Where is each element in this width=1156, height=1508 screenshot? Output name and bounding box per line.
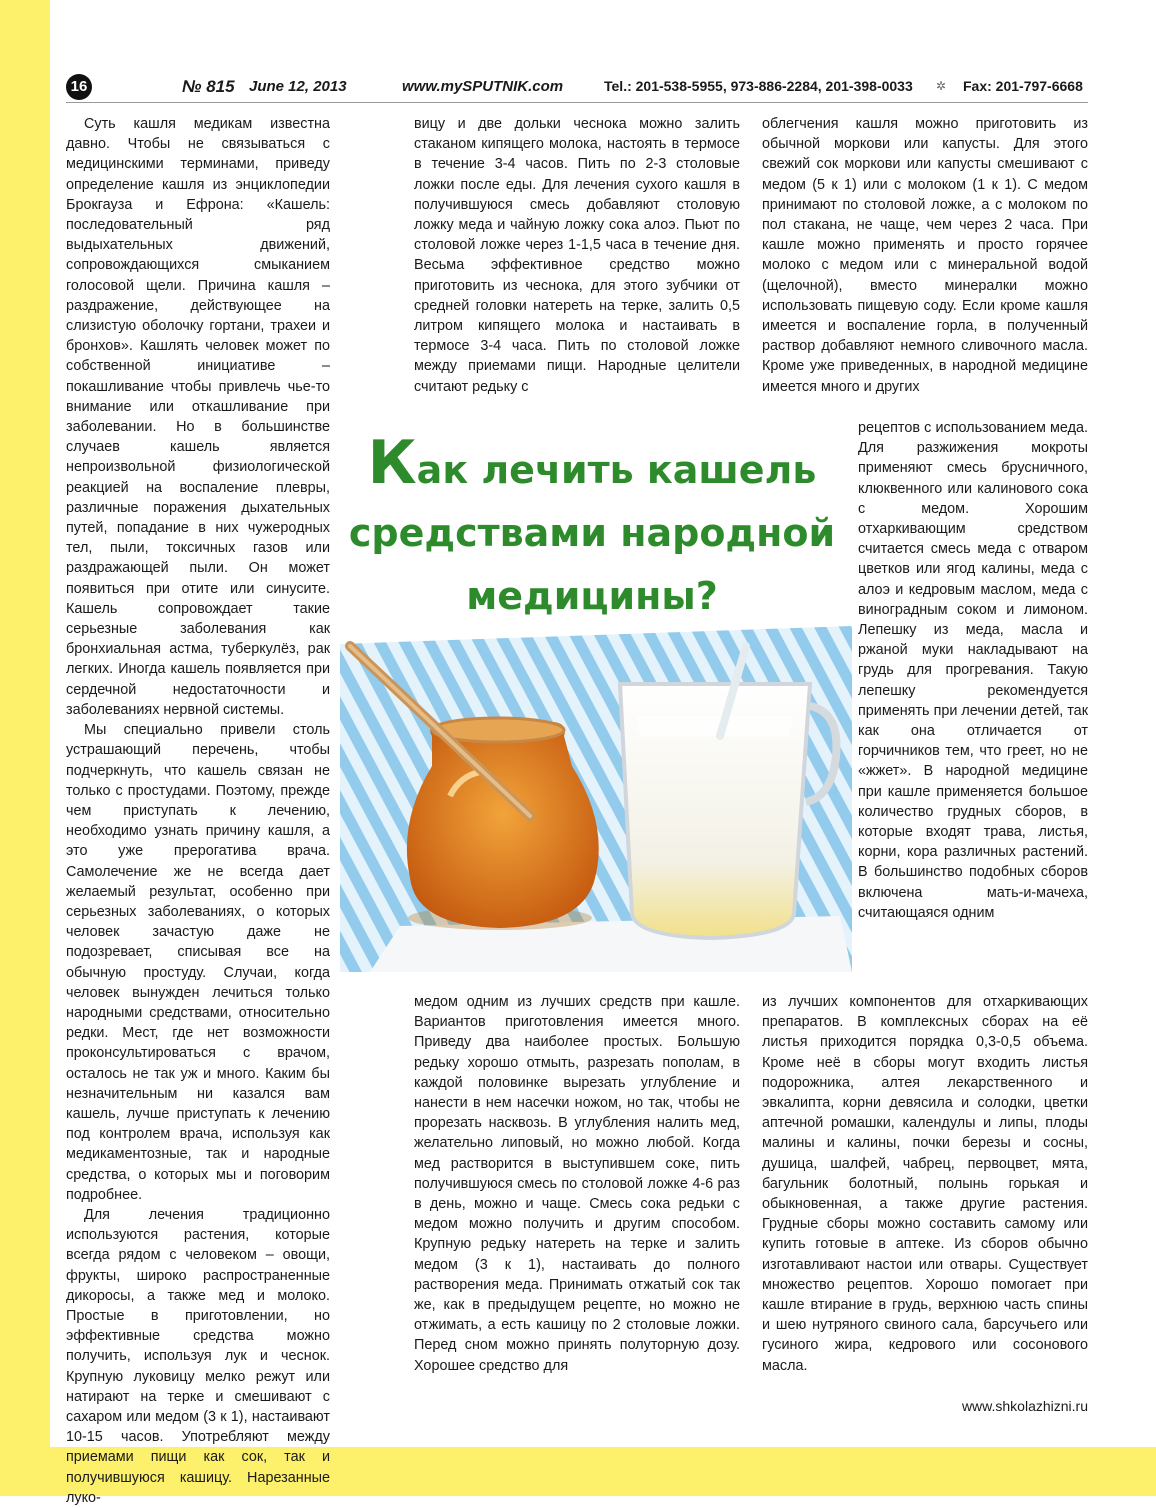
paragraph: облегчения кашля можно приготовить из обычной моркови или капусты. Для этого свежий сок моркови или капусты смешивают с медом (5 к 1) или с молоком (1 к 1). С медом принимают по столовой ложке, а с молоком по пол стакана, не чаще, чем через 2 часа. При кашле можно применять и просто горячее молоко с медом или с минеральной водой (щелочной), вместо минералки можно использовать пищевую соду. Если кроме кашля имеется и воспаление горла, в полученный раствор добавляют немного сливочного масла. Кроме уже приведенных, в народной медицине имеется много и других bbox=[762, 116, 1088, 395]
honey-and-milk-photo bbox=[340, 626, 852, 972]
header-rule bbox=[66, 102, 1088, 103]
title-initial: К bbox=[367, 428, 417, 498]
article-column-3-bottom bbox=[762, 992, 1088, 1376]
article-column-3-narrow bbox=[858, 418, 1088, 923]
paragraph: медом одним из лучших средств при кашле. Вариантов приготовления имеется много. Приведу два наиболее простых. Большую редьку хорошо отмыть, разрезать пополам, в каждой половинке вырезать углубление и нанести в нем насечки ножом, но так, чтобы не прорезать насквозь. В углубления налить мед, желательно липовый, но можно любой. Когда мед растворится в выступившем соке, пить получившуюся смесь по столовой ложке 4-6 раз в день, можно и чаще. Смесь сока редьки с медом можно получить и другим способом. Крупную редьку натереть на терке и залить медом (3 к 1), настаивать до полного растворения меда. Принимать отжатый сок так же, как в предыдущем рецепте, но можно не отжимать, а есть кашицу по 2 столовые ложки. Перед сном можно принять полуторную дозу. Хорошее средство для bbox=[414, 994, 740, 1374]
paragraph: рецептов с использованием меда. Для разжижения мокроты применяют смесь брусничного, клюквенного или калинового сока с медом. Хорошим отхаркивающим средством считается смесь меда с отваром цветков или ягод калины, меда с алоэ и кедровым маслом, меда с виноградным соком и лимоном. Лепешку из меда, масла и ржаной муки накладывают на грудь для прогревания. Такую лепешку рекомендуется применять при лечении детей, так как она отличается от горчичников тем, что греет, но не «жжет». В народной медицине при кашле применяется большое количество грудных сборов, в которые входят трава, листья, корни, кора различных растений. В большинство подобных сборов включена мать-и-мачеха, считающаяся одним bbox=[858, 420, 1088, 921]
paragraph: из лучших компонентов для отхаркивающих препаратов. В комплексных сборах на её листья приходится порядка 0,3-0,5 объема. Кроме неё в сборы могут входить листья подорожника, алтея лекарственного и эвкалипта, корни девясила и солодки, цветки аптечной ромашки, календулы и липы, плоды малины и калины, почки березы и сосны, душица, шалфей, чабрец, первоцвет, мята, багульник болотный, полынь горькая и обыкновенная, а также другие растения. Грудные сборы можно составить самому или купить готовые в аптеке. Из сборов обычно изготавливают настои или отвары. Существует множество рецептов. Хорошо помогает при кашле втирание в грудь, верхнюю часть спины и шею нутряного свиного сала, барсучьего или гусиного жира, кедрового или сосонового масла. bbox=[762, 994, 1088, 1374]
telephone-numbers: Tel.: 201-538-5955, 973-886-2284, 201-398-0033 bbox=[604, 78, 913, 94]
source-link[interactable]: www.shkolazhizni.ru bbox=[961, 1398, 1088, 1414]
article-title bbox=[330, 428, 854, 628]
issue-number: № 815 bbox=[182, 77, 235, 96]
page-header bbox=[66, 74, 1088, 100]
separator-dot-icon: ✲ bbox=[936, 79, 947, 93]
paragraph: Суть кашля медикам известна давно. Чтобы не связываться с медицинскими терминами, приведу определение кашля из энциклопедии Брокгауза и Ефрона: «Кашель: последовательный ряд выдыхательных движений, сопровождающихся смыканием голосовой щели. Причина кашля – раздражение, действующее на слизистую оболочку гортани, трахеи и бронхов». Кашлять человек может по собственной инициативе – покашливание чтобы привлечь чье-то внимание или откашливание при заболевании. Но в большинстве случаев кашель является непроизвольной физиологической реакцией на воспаление плевры, различные поражения дыхательных путей, попадание в них чужеродных тел, пыли, токсичных газов или раздражающей пыли. Он может появиться при отите или синусите. Кашель сопровождает такие серьезные заболевания как бронхиальная астма, туберкулёз, рак легких. Иногда кашель появляется при сердечной недостаточности и заболеваниях нервной системы. bbox=[66, 116, 330, 718]
paragraph: вицу и две дольки чеснока можно залить стаканом кипящего молока, настоять в термосе в течение 3-4 часов. Пить по 2-3 столовые ложки после еды. Для лечения сухого кашля в получившуюся смесь добавляют столовую ложку меда и чайную ложку сока алоэ. Пьют по столовой ложке через 1-1,5 часа в течение дня. Весьма эффективное средство можно приготовить из чеснока, для этого зубчики от средней головки натереть на терке, залить 0,5 литром кипящего молока и настаивать в термосе 3-4 часа. Пить по столовой ложке между приемами пищи. Народные целители считают редьку с bbox=[414, 116, 740, 395]
article-column-3-top bbox=[762, 114, 1088, 397]
paragraph: Для лечения традиционно используются растения, которые всегда рядом с человеком – овощи, фрукты, широко распространенные дикоросы, а также мед и молоко. Простые в приготовлении, но эффективные средства можно получить, используя лук и чеснок. Крупную луковицу мелко режут или натирают на терке и смешивают с сахаром или медом (3 к 1), настаивают 10-15 часов. Употребляют между приемами пищи как сок, так и получившуюся кашицу. Нарезанные луко- bbox=[66, 1206, 330, 1506]
website-link[interactable]: www.mySPUTNIK.com bbox=[402, 78, 564, 95]
article-column-1 bbox=[66, 114, 330, 1508]
title-text: ак лечить кашель средствами народной медицины? bbox=[348, 448, 836, 618]
paragraph: Мы специально привели столь устрашающий перечень, чтобы подчеркнуть, что кашель связан не только с простудами. Поэтому, прежде чем приступать к лечению, необходимо узнать причину кашля, а это уже прерогатива врача. Самолечение же не всегда дает желаемый результат, особенно при серьезных заболеваниях, о которых человек зачастую даже не подозревает, списывая все на обычную простуду. Случаи, когда человек вынужден лечиться только народными средствами, относительно редки. Мест, где нет возможности проконсультироваться с врачом, осталось не так уж и много. Каким бы незначительным ни казался вам кашель, лучше приступать к лечению под контролем врача, используя как медикаментозные, так и народные средства, о которых мы и поговорим подробнее. bbox=[66, 722, 330, 1203]
article-column-2-top bbox=[414, 114, 740, 397]
fax-number: Fax: 201-797-6668 bbox=[963, 78, 1083, 94]
article-column-2-bottom bbox=[414, 992, 740, 1376]
page-number: 16 bbox=[66, 74, 92, 100]
left-yellow-band bbox=[0, 0, 50, 1496]
issue-date: June 12, 2013 bbox=[249, 78, 347, 95]
